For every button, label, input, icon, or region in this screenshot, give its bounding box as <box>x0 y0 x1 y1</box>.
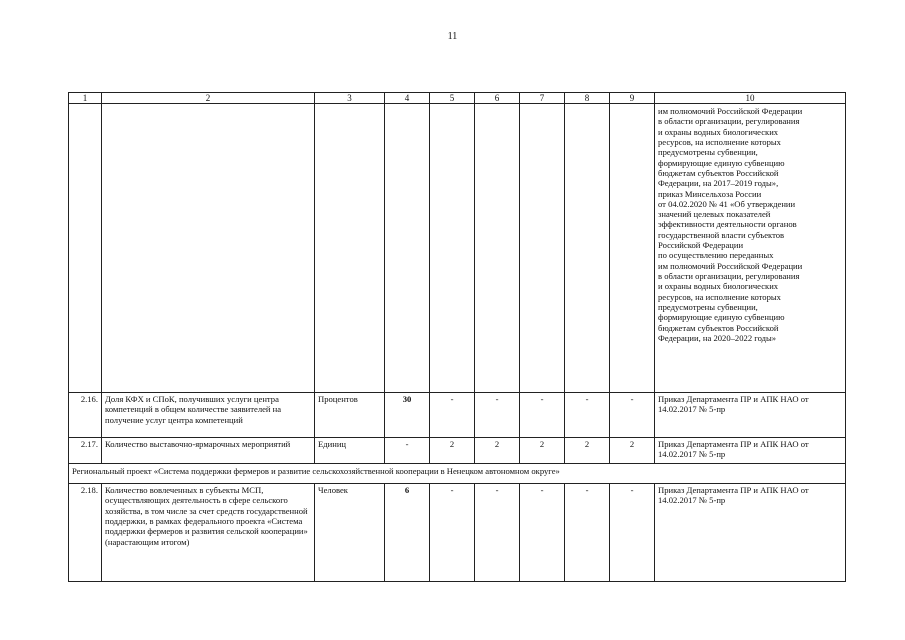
continuation-note <box>655 104 846 393</box>
value-cell: - <box>430 484 475 582</box>
column-number: 9 <box>610 93 655 104</box>
note-line: Федерации, на 2020–2022 годы» <box>658 332 777 343</box>
source-document: Приказ Департамента ПР и АПК НАО от 14.02.2017 № 5-пр <box>655 393 846 438</box>
column-number: 5 <box>430 93 475 104</box>
note-line: приказ Минсельхоза России <box>658 188 762 199</box>
note-line: в области организации, регулирования <box>658 116 800 127</box>
value-cell: - <box>520 393 565 438</box>
table-row <box>69 393 846 438</box>
note-line: им полномочий Российской Федерации <box>658 260 803 271</box>
note-line: ресурсов, на исполнение которых <box>658 136 781 147</box>
row-number: 2.17. <box>69 438 102 464</box>
table-row <box>69 484 846 582</box>
value-cell: - <box>430 393 475 438</box>
column-number: 4 <box>385 93 430 104</box>
source-document: Приказ Департамента ПР и АПК НАО от 14.02.2017 № 5-пр <box>655 484 846 582</box>
value-cell: 2 <box>430 438 475 464</box>
empty-cell <box>69 104 102 393</box>
value-cell: - <box>475 484 520 582</box>
value-cell: - <box>385 438 430 464</box>
note-line: бюджетам субъектов Российской <box>658 167 779 178</box>
column-number: 10 <box>655 93 846 104</box>
note-line: предусмотрены субвенции, <box>658 147 758 158</box>
note-line: Российской Федерации <box>658 240 744 251</box>
value-cell: - <box>520 484 565 582</box>
value-cell: 30 <box>385 393 430 438</box>
unit: Единиц <box>315 438 385 464</box>
value-cell: 6 <box>385 484 430 582</box>
unit: Человек <box>315 484 385 582</box>
empty-cell <box>385 104 430 393</box>
indicator-name: Доля КФХ и СПоК, получивших услуги центра компетенций в общем количестве заявителей на получение услуг центра компетенций <box>102 393 315 438</box>
column-number: 2 <box>102 93 315 104</box>
note-line: значений целевых показателей <box>658 209 771 220</box>
note-line: по осуществлению переданных <box>658 250 774 261</box>
value-cell: - <box>610 393 655 438</box>
source-document: Приказ Департамента ПР и АПК НАО от 14.02.2017 № 5-пр <box>655 438 846 464</box>
note-line: формирующие единую субвенцию <box>658 157 785 168</box>
indicators-table <box>68 92 846 582</box>
value-cell: - <box>565 484 610 582</box>
column-number: 7 <box>520 93 565 104</box>
column-number: 8 <box>565 93 610 104</box>
column-number: 3 <box>315 93 385 104</box>
table-row <box>69 438 846 464</box>
indicator-name: Количество выставочно-ярмарочных мероприятий <box>102 438 315 464</box>
note-line: им полномочий Российской Федерации <box>658 106 803 116</box>
note-line: государственной власти субъектов <box>658 229 785 240</box>
continuation-row <box>69 104 846 393</box>
column-number: 6 <box>475 93 520 104</box>
empty-cell <box>315 104 385 393</box>
value-cell: 2 <box>475 438 520 464</box>
note-line: и охраны водных биологических <box>658 126 779 137</box>
empty-cell <box>610 104 655 393</box>
section-title: Региональный проект «Система поддержки фермеров и развитие сельскохозяйственной кооперации в Ненецком автономном округе» <box>69 464 846 484</box>
note-line: предусмотрены субвенции, <box>658 301 758 312</box>
value-cell: - <box>610 484 655 582</box>
note-line: в области организации, регулирования <box>658 271 800 281</box>
empty-cell <box>475 104 520 393</box>
empty-cell <box>102 104 315 393</box>
note-line: эффективности деятельности органов <box>658 219 797 230</box>
note-line: бюджетам субъектов Российской <box>658 322 779 333</box>
empty-cell <box>430 104 475 393</box>
column-number-row <box>69 93 846 104</box>
note-line: формирующие единую субвенцию <box>658 312 785 323</box>
note-line: и охраны водных биологических <box>658 281 779 292</box>
note-line: от 04.02.2020 № 41 «Об утверждении <box>658 198 796 209</box>
unit: Процентов <box>315 393 385 438</box>
row-number: 2.18. <box>69 484 102 582</box>
empty-cell <box>520 104 565 393</box>
value-cell: 2 <box>520 438 565 464</box>
value-cell: - <box>475 393 520 438</box>
indicator-name: Количество вовлеченных в субъекты МСП, осуществляющих деятельность в сфере сельского хозяйства, в том числе за счет средств государственной поддержки, в рамках федерального проекта «Система поддержки фермеров и развития сельской кооперации» (нарастающим итогом) <box>102 484 315 582</box>
note-line: Федерации, на 2017–2019 годы», <box>658 178 779 189</box>
column-number: 1 <box>69 93 102 104</box>
empty-cell <box>565 104 610 393</box>
note-line: ресурсов, на исполнение которых <box>658 291 781 302</box>
row-number: 2.16. <box>69 393 102 438</box>
value-cell: 2 <box>565 438 610 464</box>
value-cell: - <box>565 393 610 438</box>
section-row <box>69 464 846 484</box>
page-number: 11 <box>447 31 458 42</box>
value-cell: 2 <box>610 438 655 464</box>
